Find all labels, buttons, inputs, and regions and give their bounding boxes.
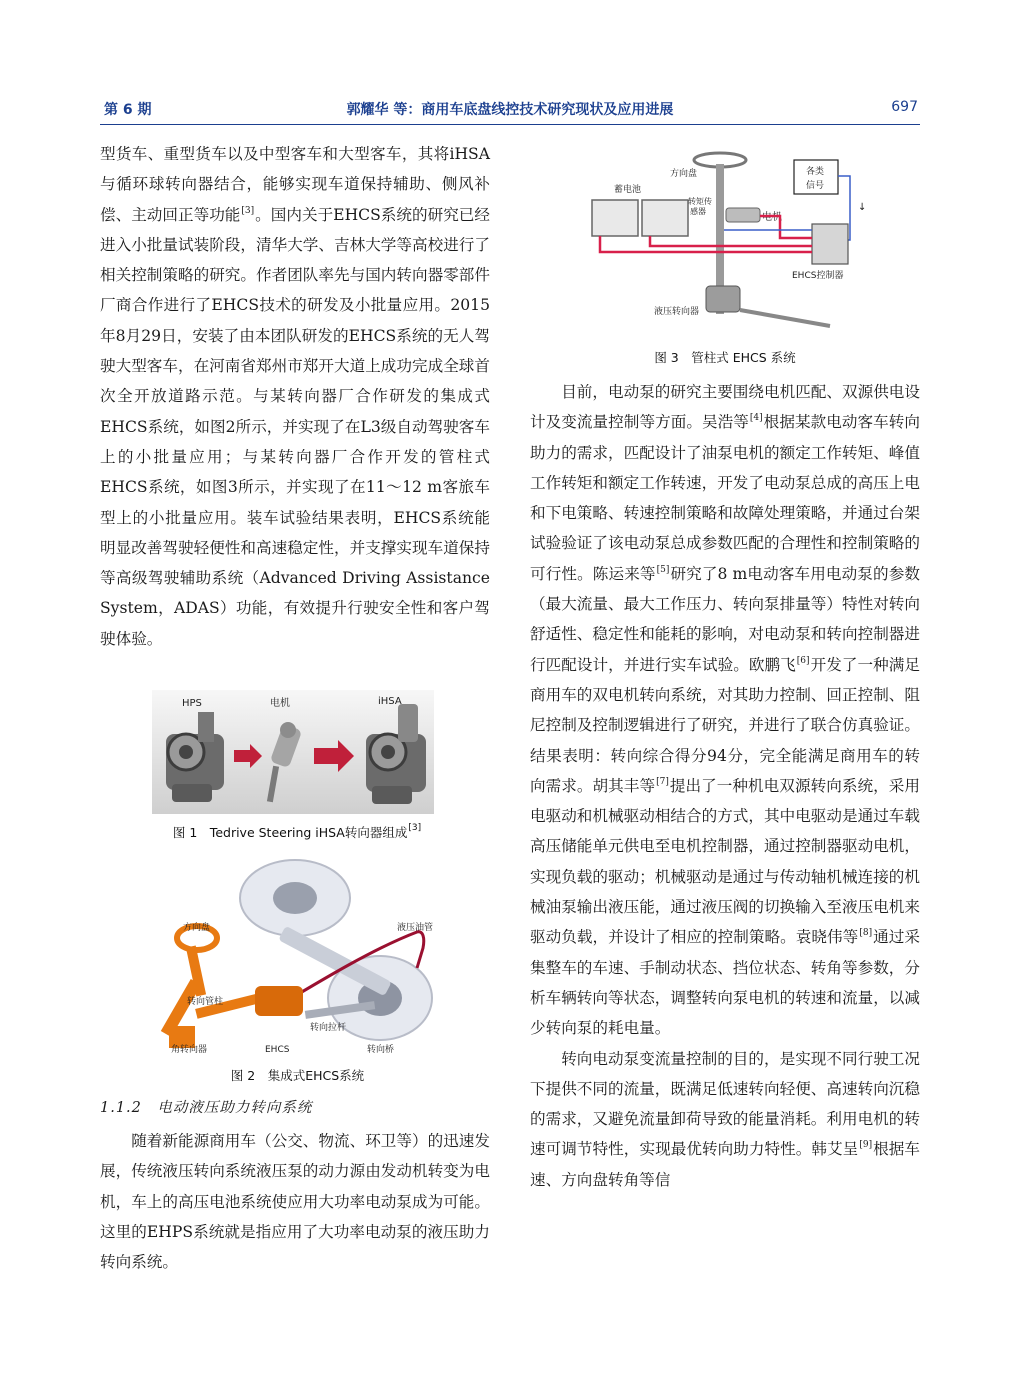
label-steering-wheel: 方向盘 (670, 169, 698, 179)
figure-2 (155, 858, 445, 1058)
citation: [5] (656, 564, 670, 575)
label-axle: 转向桥 (367, 1045, 395, 1055)
label-angle-gear: 角转向器 (171, 1045, 208, 1055)
svg-text:信号: 信号 (806, 181, 825, 191)
figure-1-illustration (152, 690, 434, 814)
ehcs-unit-image (255, 986, 303, 1016)
label-battery: 蓄电池 (614, 185, 642, 195)
figure-3-illustration (580, 150, 870, 340)
section-heading: 1.1.2 电动液压助力转向系统 (100, 1100, 313, 1116)
ihsa-label: iHSA (378, 696, 402, 707)
battery-image (592, 200, 638, 236)
citation: [6] (796, 655, 810, 666)
left-column-text-2 (100, 1126, 490, 1277)
label-torque-sensor: 转矩传 (688, 197, 712, 206)
battery-image (642, 200, 688, 236)
page-number: 697 (891, 99, 918, 115)
label-oil-pipe: 液压油管 (397, 923, 434, 933)
running-header (100, 96, 920, 122)
paragraph: 目前，电动泵的研究主要围绕电机匹配、双源供电设计及变流量控制等方面。吴浩等[4]根据某款电动客车转向助力的需求，匹配设计了油泵电机的额定工作转矩、峰值工作转矩和额定工作转速，开发了电动泵总成的高压上电和下电策略、转速控制策略和故障处理策略，并通过台架试验验证了该电动泵总成参数匹配的合理性和控制策略的可行性。陈运来等[5]研究了8 m电动客车用电动泵的参数（最大流量、最大工作压力、转向泵排量等）特性对转向舒适性、稳定性和能耗的影响，对电动泵和转向控制器进行匹配设计，并进行实车试验。欧鹏飞[6]开发了一种满足商用车的双电机转向系统，对其助力控制、回正控制、阻尼控制及控制逻辑进行了研究，并进行了联合仿真验证。结果表明：转向综合得分94分，完全能满足商用车的转向需求。胡其丰等[7]提出了一种机电双源转向系统，采用电驱动和机械驱动相结合的方式，其中电驱动是通过车载高压储能单元供电至电机控制器，通过控制器驱动电机，实现负载的驱动；机械驱动是通过与传动轴机械连接的机械油泵输出液压能，通过液压阀的切换输入至液压电机来驱动负载，并设计了相应的控制策略。袁晓伟等[8]通过采集整车的车速、手制动状态、挡位状态、转角等参数，分析车辆转向等状态，调整转向泵电机的转速和流量，以减少转向泵的耗电量。 (530, 383, 920, 1038)
label-motor: 电机 (762, 212, 782, 223)
hydraulic-gear-image (706, 286, 740, 312)
figure-3-caption: 图 3 管柱式 EHCS 系统 (654, 350, 796, 365)
running-title: 郭耀华 等：商用车底盘线控技术研究现状及应用进展 (346, 102, 674, 118)
figure-3 (580, 150, 870, 340)
figure-2-illustration (155, 858, 445, 1058)
svg-text:各类: 各类 (806, 167, 825, 177)
label-ehcs: EHCS (265, 1045, 290, 1055)
svg-text:感器: 感器 (690, 207, 706, 216)
issue-number: 第 6 期 (104, 102, 152, 118)
paragraph: 型货车、重型货车以及中型客车和大型客车，其将iHSA与循环球转向器结合，能够实现车道保持辅助、侧风补偿、主动回正等功能[3]。国内关于EHCS系统的研究已经进入小批量试装阶段，清华大学、吉林大学等高校进行了相关控制策略的研究。作者团队率先与国内转向器零部件厂商合作进行了EHCS技术的研发及小批量应用。2015年8月29日，安装了由本团队研发的EHCS系统的无人驾驶大型客车，在河南省郑州市郑开大道上成功完成全球首次全开放道路示范。与某转向器厂合作研发的集成式EHCS系统，如图2所示，并实现了在L3级自动驾驶客车上的小批量应用；与某转向器厂合作开发的管柱式EHCS系统，如图3所示，并实现了在11～12 m客旅车型上的小批量应用。装车试验结果表明，EHCS系统能明显改善驾驶轻便性和高速稳定性，并支撑实现车道保持等高级驾驶辅助系统（Advanced Driving Assistance System，ADAS）功能，有效提升行驶安全性和客户驾驶体验。 (100, 145, 490, 648)
hps-label: HPS (182, 698, 202, 709)
citation: [9] (859, 1140, 873, 1151)
citation: [7] (656, 776, 669, 787)
paragraph: 转向电动泵变流量控制的目的，是实现不同行驶工况下提供不同的流量，既满足低速转向轻便、高速转向沉稳的需求，又避免流量卸荷导致的能量消耗。利用电机的转速可调节特性，实现最优转向助力特性。韩艾呈[9]根据车速、方向盘转角等信 (530, 1049, 920, 1189)
motor-label: 电机 (270, 698, 290, 709)
figure-1 (152, 690, 434, 814)
paragraph: 随着新能源商用车（公交、物流、环卫等）的迅速发展，传统液压转向系统液压泵的动力源由发动机转变为电机，车上的高压电池系统使应用大功率电动泵成为可能。这里的EHPS系统就是指应用了大功率电动泵的液压助力转向系统。 (100, 1132, 490, 1272)
citation: [4] (749, 413, 763, 424)
left-column-text-1 (100, 139, 490, 654)
svg-text:↓: ↓ (858, 202, 867, 213)
label-steering-wheel: 方向盘 (183, 923, 211, 933)
label-drag-link: 转向拉杆 (310, 1023, 347, 1033)
citation: [3] (241, 205, 255, 216)
figure-2-caption: 图 2 集成式EHCS系统 (230, 1068, 365, 1083)
label-column: 转向管柱 (187, 997, 224, 1007)
label-controller: EHCS控制器 (792, 271, 844, 281)
motor-image (726, 208, 760, 222)
label-hydraulic-gear: 液压转向器 (654, 307, 700, 317)
controller-image (812, 224, 848, 264)
right-column-text (530, 377, 920, 1195)
citation: [8] (859, 928, 873, 939)
figure-1-caption: 图 1 Tedrive Steering iHSA转向器组成[3] (172, 823, 422, 840)
header-rule (100, 124, 920, 125)
